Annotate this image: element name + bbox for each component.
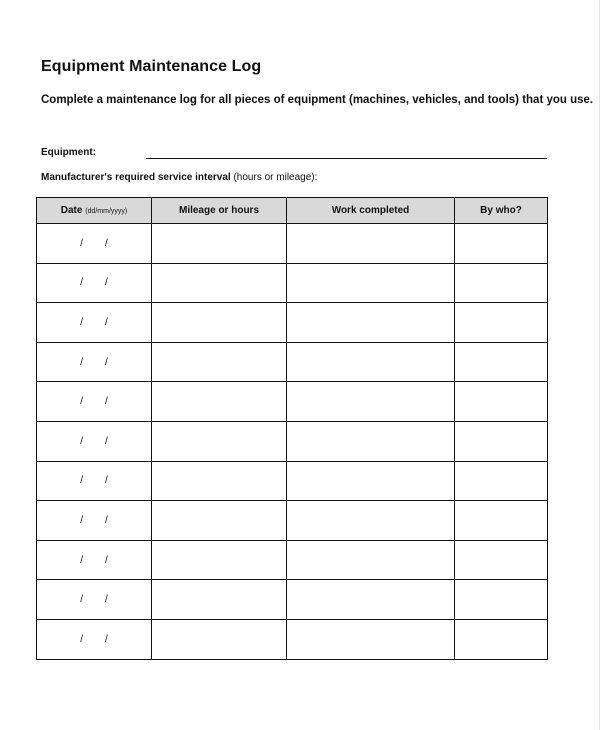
date-placeholder [69,277,119,288]
header-mileage: Mileage or hours [152,198,287,224]
date-placeholder [69,594,119,605]
date-separator: / [105,475,108,487]
date-separator: / [105,237,108,249]
work-completed-cell[interactable] [287,540,455,580]
service-interval-hint: (hours or mileage): [233,172,318,183]
by-who-cell[interactable] [455,580,548,620]
work-completed-cell[interactable] [287,224,455,264]
date-separator: / [80,356,83,368]
date-separator: / [105,356,108,368]
date-separator: / [105,633,108,645]
mileage-cell[interactable] [152,303,287,343]
date-cell[interactable] [37,540,152,580]
by-who-cell[interactable] [455,540,548,580]
mileage-cell[interactable] [152,580,287,620]
mileage-cell[interactable] [152,421,287,461]
equipment-field-line[interactable] [146,158,547,159]
table-row [37,342,548,382]
mileage-cell[interactable] [152,342,287,382]
date-separator: / [80,396,83,408]
by-who-cell[interactable] [455,421,548,461]
table-row [37,501,548,541]
work-completed-cell[interactable] [287,263,455,303]
table-row [37,421,548,461]
table-row [37,619,548,659]
date-separator: / [105,594,108,606]
header-by-who: By who? [455,198,548,224]
date-placeholder [69,634,119,645]
date-cell[interactable] [37,342,152,382]
work-completed-cell[interactable] [287,421,455,461]
by-who-cell[interactable] [455,263,548,303]
date-separator: / [105,514,108,526]
date-separator: / [105,316,108,328]
date-separator: / [80,514,83,526]
date-separator: / [80,594,83,606]
header-work-completed: Work completed [287,198,455,224]
mileage-cell[interactable] [152,382,287,422]
maintenance-log-table [36,197,548,660]
date-separator: / [80,316,83,328]
date-cell[interactable] [37,619,152,659]
work-completed-cell[interactable] [287,461,455,501]
table-row [37,461,548,501]
service-interval-label [41,172,317,183]
by-who-cell[interactable] [455,501,548,541]
by-who-cell[interactable] [455,382,548,422]
date-cell[interactable] [37,303,152,343]
mileage-cell[interactable] [152,263,287,303]
date-separator: / [80,237,83,249]
mileage-cell[interactable] [152,501,287,541]
date-cell[interactable] [37,263,152,303]
date-placeholder [69,436,119,447]
by-who-cell[interactable] [455,461,548,501]
mileage-cell[interactable] [152,224,287,264]
work-completed-cell[interactable] [287,342,455,382]
by-who-cell[interactable] [455,342,548,382]
by-who-cell[interactable] [455,303,548,343]
table-body [37,224,548,660]
date-separator: / [80,475,83,487]
work-completed-cell[interactable] [287,382,455,422]
work-completed-cell[interactable] [287,619,455,659]
date-separator: / [80,277,83,289]
date-cell[interactable] [37,224,152,264]
header-date-label: Date [60,205,83,216]
date-placeholder [69,555,119,566]
date-placeholder [69,238,119,249]
date-cell[interactable] [37,421,152,461]
date-separator: / [105,396,108,408]
date-placeholder [69,357,119,368]
table-row [37,540,548,580]
date-placeholder [69,515,119,526]
by-who-cell[interactable] [455,619,548,659]
intro-text: Complete a maintenance log for all pieces of equipment (machines, vehicles, and tools) that you use. [41,94,594,106]
work-completed-cell[interactable] [287,303,455,343]
table-row [37,580,548,620]
table-row [37,303,548,343]
header-date-format: (dd/mm/yyyy) [85,208,128,215]
service-interval-text: Manufacturer's required service interval [41,172,231,183]
header-date [37,198,152,224]
mileage-cell[interactable] [152,461,287,501]
date-cell[interactable] [37,501,152,541]
date-separator: / [80,435,83,447]
mileage-cell[interactable] [152,619,287,659]
date-cell[interactable] [37,580,152,620]
by-who-cell[interactable] [455,224,548,264]
document-title: Equipment Maintenance Log [41,58,262,75]
date-separator: / [80,633,83,645]
date-cell[interactable] [37,382,152,422]
work-completed-cell[interactable] [287,501,455,541]
work-completed-cell[interactable] [287,580,455,620]
table-header-row [37,198,548,224]
table-row [37,263,548,303]
date-separator: / [80,554,83,566]
date-placeholder [69,317,119,328]
table-row [37,382,548,422]
date-separator: / [105,435,108,447]
table-row [37,224,548,264]
date-placeholder [69,475,119,486]
date-separator: / [105,277,108,289]
date-cell[interactable] [37,461,152,501]
date-placeholder [69,396,119,407]
date-separator: / [105,554,108,566]
equipment-label: Equipment: [41,147,96,158]
mileage-cell[interactable] [152,540,287,580]
